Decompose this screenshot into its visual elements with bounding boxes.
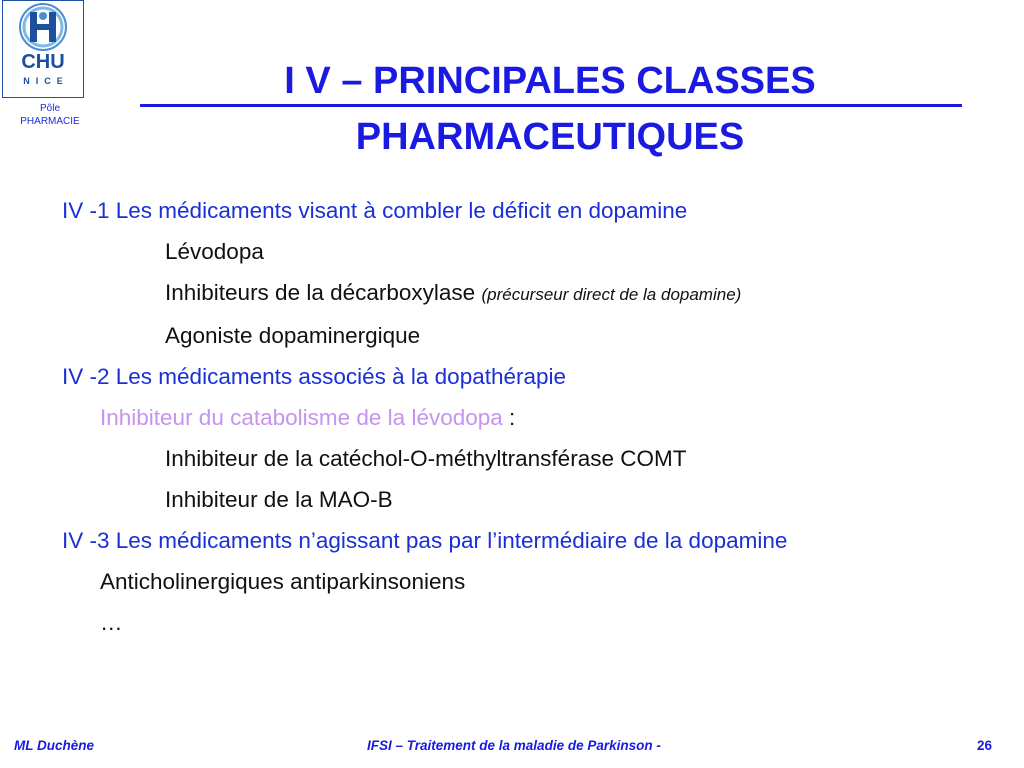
subheading-colon: : bbox=[502, 405, 516, 430]
list-item-note: (précurseur direct de la dopamine) bbox=[481, 285, 742, 304]
list-item: Agoniste dopaminergique bbox=[165, 323, 421, 348]
pole-label bbox=[0, 102, 100, 128]
footer-course: IFSI – Traitement de la maladie de Parkinson - bbox=[367, 738, 661, 753]
chu-nice-logo bbox=[0, 0, 86, 100]
list-item: … bbox=[100, 610, 123, 635]
section-2-heading: IV -2 Les médicaments associés à la dopathérapie bbox=[62, 364, 567, 389]
title-underline bbox=[140, 104, 962, 107]
pole-line1: Pôle bbox=[39, 103, 60, 114]
logo-chu-text: CHU bbox=[21, 51, 65, 73]
slide-content bbox=[62, 190, 962, 643]
title-line2: PHARMACEUTIQUES bbox=[355, 116, 745, 158]
logo-nice-text: NICE bbox=[23, 76, 69, 86]
section-2-subheading bbox=[62, 397, 962, 438]
list-item: Inhibiteur de la catéchol-O-méthyltransférase COMT bbox=[165, 446, 687, 471]
logo-emblem-icon bbox=[0, 0, 86, 54]
list-item: Lévodopa bbox=[165, 239, 264, 264]
footer-author: ML Duchène bbox=[14, 738, 95, 753]
list-item bbox=[62, 272, 962, 315]
list-item: Inhibiteur de la MAO-B bbox=[165, 487, 393, 512]
list-item: Anticholinergiques antiparkinsoniens bbox=[100, 569, 466, 594]
subheading-text: Inhibiteur du catabolisme de la lévodopa bbox=[100, 405, 503, 430]
slide-title bbox=[140, 56, 960, 162]
footer-page-number: 26 bbox=[976, 738, 992, 753]
pole-line2: PHARMACIE bbox=[20, 116, 80, 127]
section-1-heading: IV -1 Les médicaments visant à combler le déficit en dopamine bbox=[62, 198, 688, 223]
section-3-heading: IV -3 Les médicaments n’agissant pas par l’intermédiaire de la dopamine bbox=[62, 528, 788, 553]
list-item-text: Inhibiteurs de la décarboxylase bbox=[165, 280, 476, 305]
title-line1: I V – PRINCIPALES CLASSES bbox=[284, 60, 816, 102]
